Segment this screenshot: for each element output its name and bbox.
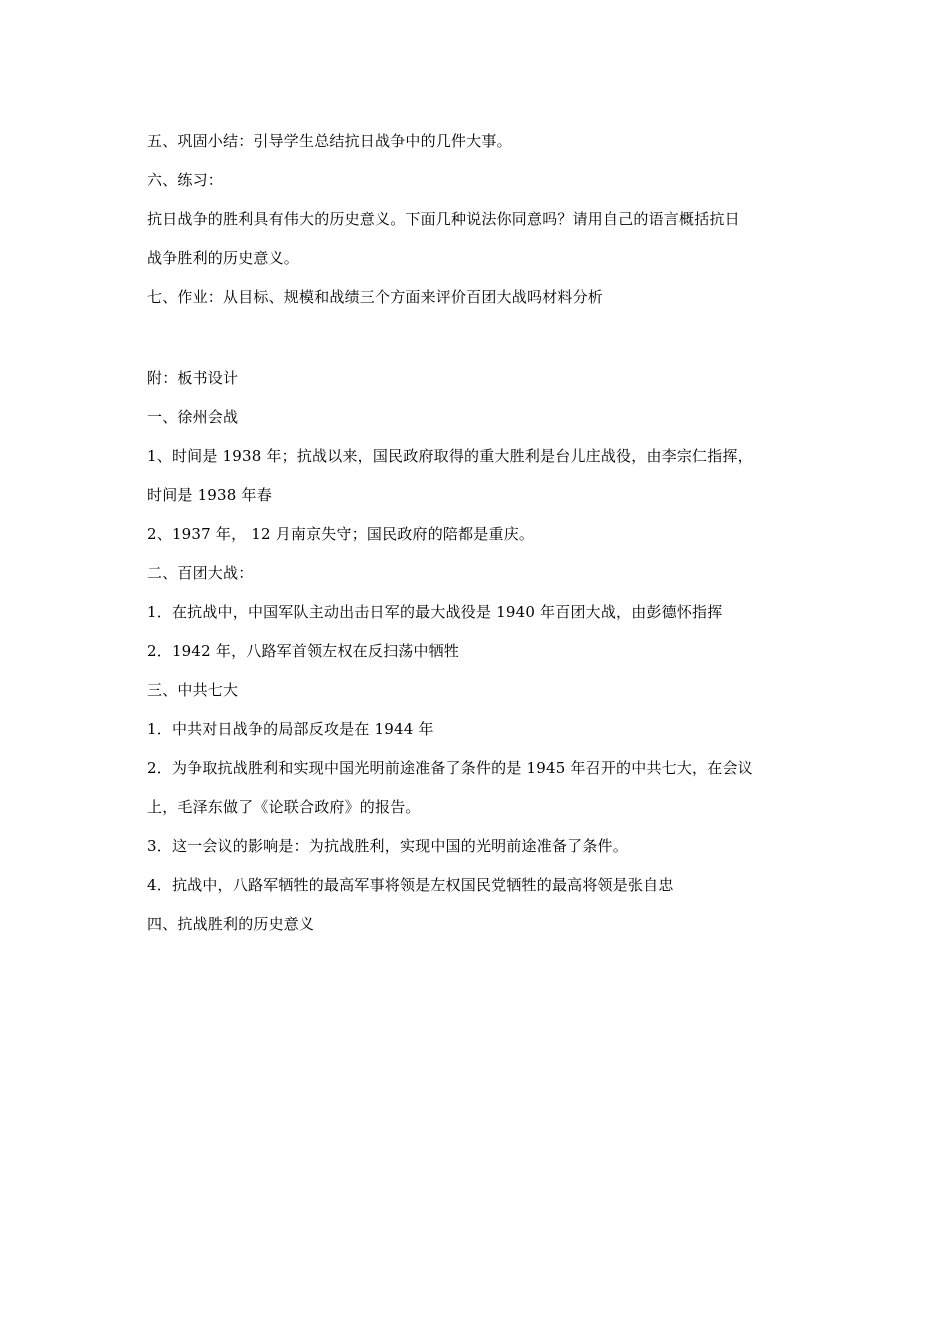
section-2-item-2: 2．1942 年，八路军首领左权在反扫荡中牺牲 (147, 642, 460, 660)
section-spacer (147, 317, 807, 359)
section-3-item-4: 4．抗战中，八路军牺牲的最高军事将领是左权国民党牺牲的最高将领是张自忠 (147, 876, 674, 894)
homework-line: 七、作业：从目标、规模和战绩三个方面来评价百团大战吗材料分析 (147, 288, 604, 306)
section-3-item-1: 1．中共对日战争的局部反攻是在 1944 年 (147, 720, 434, 738)
section-4-title: 四、抗战胜利的历史意义 (147, 915, 315, 933)
section-3-item-2-line-2: 上，毛泽东做了《论联合政府》的报告。 (147, 798, 421, 816)
section-1-item-1-line-1: 1、时间是 1938 年；抗战以来，国民政府取得的重大胜利是台儿庄战役，由李宗仁指挥， (147, 447, 753, 465)
section-3-item-2-line-1: 2．为争取抗战胜利和实现中国光明前途准备了条件的是 1945 年召开的中共七大，在会议 (147, 759, 753, 777)
section-2-item-1: 1．在抗战中，中国军队主动出击日军的最大战役是 1940 年百团大战，由彭德怀指挥 (147, 603, 723, 621)
summary-line: 五、巩固小结：引导学生总结抗日战争中的几件大事。 (147, 132, 512, 150)
exercise-text-line-1: 抗日战争的胜利具有伟大的历史意义。下面几种说法你同意吗？请用自己的语言概括抗日 (147, 210, 740, 228)
section-1-item-2: 2、1937 年， 12 月南京失守；国民政府的陪都是重庆。 (147, 525, 535, 543)
exercise-heading: 六、练习： (147, 171, 224, 189)
board-design-heading: 附：板书设计 (147, 369, 239, 387)
section-3-item-3: 3．这一会议的影响是：为抗战胜利，实现中国的光明前途准备了条件。 (147, 837, 628, 855)
document-body (147, 122, 807, 944)
section-3-title: 三、中共七大 (147, 681, 239, 699)
section-1-item-1-line-2: 时间是 1938 年春 (147, 486, 272, 504)
section-1-title: 一、徐州会战 (147, 408, 239, 426)
section-2-title: 二、百团大战： (147, 564, 254, 582)
exercise-text-line-2: 战争胜利的历史意义。 (147, 249, 300, 267)
